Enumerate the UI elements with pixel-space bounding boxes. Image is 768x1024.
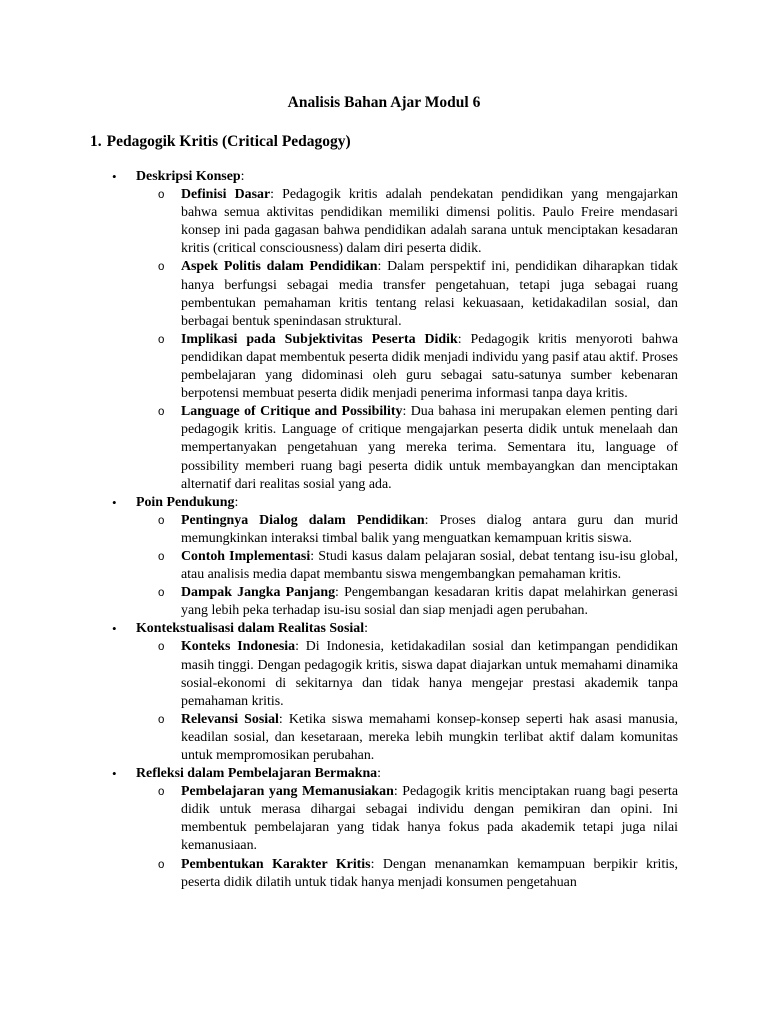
section-heading-text: Pedagogik Kritis (Critical Pedagogy) <box>106 133 351 150</box>
sub-item-text: Pentingnya Dialog dalam Pendidikan: Proses dialog antara guru dan murid memungkinkan interaksi timbal balik yang menguatkan kemampuan kritis siswa. <box>181 512 678 546</box>
sub-item <box>0 548 768 584</box>
sub-item <box>0 331 768 403</box>
bullet-icon: • <box>112 766 117 782</box>
bullet-icon: • <box>112 169 117 184</box>
circle-bullet-icon: o <box>158 587 165 600</box>
circle-bullet-icon: o <box>158 514 165 527</box>
list-item-label: Deskripsi Konsep: <box>136 169 245 184</box>
sub-item <box>0 856 768 892</box>
circle-bullet-icon: o <box>158 641 165 654</box>
list-item <box>0 765 768 892</box>
circle-bullet-icon: o <box>158 858 165 871</box>
sub-item-text: Relevansi Sosial: Ketika siswa memahami konsep-konsep seperti hak asasi manusia, keadilan sosial, dan kesetaraan, mereka lebih mungkin terlibat aktif dalam komunitas untuk mempromosikan perubahan. <box>181 711 678 763</box>
circle-bullet-icon: o <box>158 550 165 563</box>
sub-item <box>0 783 768 855</box>
bullet-list <box>0 168 768 892</box>
circle-bullet-icon: o <box>158 189 165 202</box>
bullet-icon: • <box>112 621 117 637</box>
list-item <box>0 168 768 494</box>
list-item-label: Poin Pendukung: <box>136 494 239 510</box>
circle-bullet-icon: o <box>158 333 165 346</box>
sub-item-text: Konteks Indonesia: Di Indonesia, ketidakadilan sosial dan ketimpangan pendidikan masih tinggi. Dengan pedagogik kritis, siswa dapat diajarkan untuk memahami dinamika sosial-ekonomi di sekitarnya dan tidak hanya mengejar prestasi akademik tanpa pemahaman kritis. <box>181 639 678 709</box>
sub-item-text: Language of Critique and Possibility: Dua bahasa ini merupakan elemen penting dari pedagogik kritis. Language of critique mengajarkan peserta didik untuk menelaah dan mempertanyakan pengetahuan yang mereka terima. Sementara itu, language of possibility memberi ruang bagi peserta didik untuk membayangkan dan menciptakan alternatif dari realitas sosial yang ada. <box>181 404 679 492</box>
sub-item-text: Definisi Dasar: Pedagogik kritis adalah pendekatan pendidikan yang mengajarkan bahwa semua aktivitas pendidikan memiliki dimensi politis. Paulo Freire mendasari konsep ini pada gagasan bahwa pendidikan adalah sarana untuk menciptakan kesadaran kritis (critical consciousness) dalam diri peserta didik. <box>181 187 679 257</box>
section-number: 1. <box>90 133 102 150</box>
list-item-label: Kontekstualisasi dalam Realitas Sosial: <box>136 621 368 637</box>
list-item-label: Refleksi dalam Pembelajaran Bermakna: <box>136 766 381 782</box>
sub-item-text: Aspek Politis dalam Pendidikan: Dalam perspektif ini, pendidikan diharapkan tidak hanya berfungsi sebagai media transfer pengetahuan, tetapi juga sebagai ruang pembentukan pemahaman kritis tentang relasi kekuasaan, ketidakadilan sosial, dan berbagai bentuk spenindasan struktural. <box>181 259 678 329</box>
circle-bullet-icon: o <box>158 713 165 726</box>
circle-bullet-icon: o <box>158 786 165 799</box>
sub-item <box>0 638 768 710</box>
circle-bullet-icon: o <box>158 406 165 419</box>
bullet-icon: • <box>112 494 117 510</box>
list-item <box>0 494 768 621</box>
circle-bullet-icon: o <box>158 261 165 274</box>
sub-item <box>0 186 768 258</box>
sub-item <box>0 512 768 548</box>
sub-item-text: Pembelajaran yang Memanusiakan: Pedagogik kritis menciptakan ruang bagi peserta didik untuk merasa dihargai sebagai individu dengan pemikiran dan opini. Ini membentuk pembelajaran yang tidak hanya fokus pada akademik tetapi juga nilai kemanusiaan. <box>181 784 678 854</box>
sub-item-text: Dampak Jangka Panjang: Pengembangan kesadaran kritis dapat melahirkan generasi yang lebih peka terhadap isu-isu sosial dan siap menjadi agen perubahan. <box>181 585 678 619</box>
sub-item-text: Contoh Implementasi: Studi kasus dalam pelajaran sosial, debat tentang isu-isu global, atau analisis media dapat membantu siswa mengembangkan pemahaman kritis. <box>181 548 678 583</box>
section-heading <box>90 132 351 152</box>
sub-item <box>0 711 768 765</box>
sub-item-text: Pembentukan Karakter Kritis: Dengan menanamkan kemampuan berpikir kritis, peserta didik dilatih untuk tidak hanya menjadi konsumen pengetahuan <box>181 856 679 890</box>
sub-item <box>0 258 768 330</box>
document-title: Analisis Bahan Ajar Modul 6 <box>287 94 481 111</box>
list-item <box>0 620 768 765</box>
sub-item <box>0 403 768 493</box>
sub-item <box>0 584 768 620</box>
sub-item-text: Implikasi pada Subjektivitas Peserta Didik: Pedagogik kritis menyoroti bahwa pendidikan dapat membentuk peserta didik menjadi individu yang pasif atau aktif. Proses pembelajaran yang didominasi oleh guru sebagai satu-satunya sumber kebenaran berpotensi membuat peserta didik menjadi penerima informasi tanpa daya kritis. <box>181 331 678 402</box>
